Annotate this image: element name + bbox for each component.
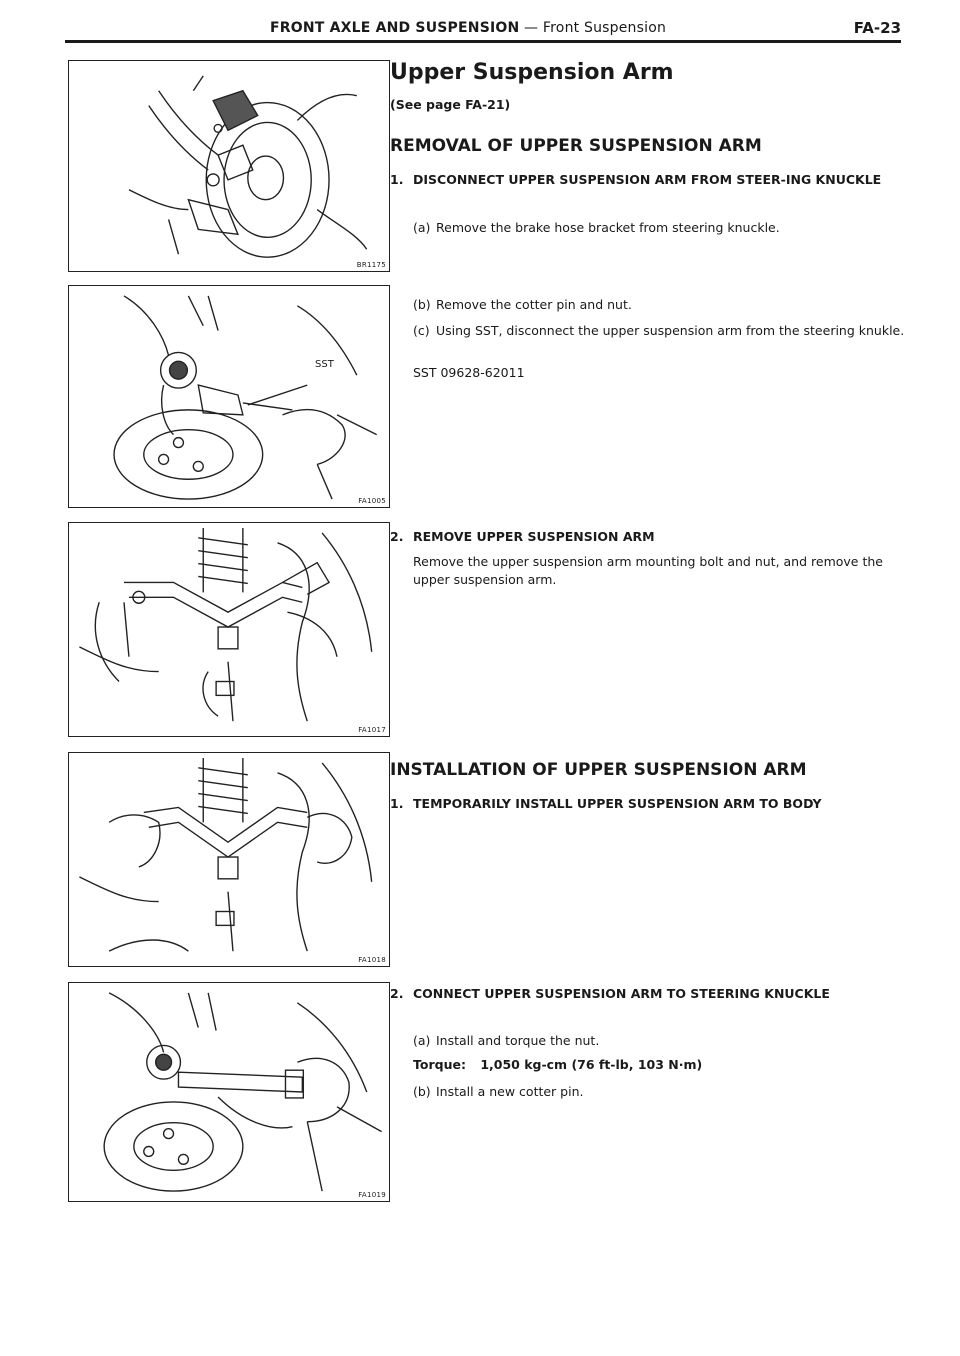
torque-value: 1,050 kg-cm (76 ft-lb, 103 N·m) <box>480 1057 703 1072</box>
torque-spec <box>413 1057 702 1072</box>
step-number: 1. <box>390 796 404 811</box>
figure-code: FA1005 <box>358 497 386 505</box>
step-number: 1. <box>390 172 404 187</box>
see-page-reference: (See page FA-21) <box>390 97 511 112</box>
substep-text: Using SST, disconnect the upper suspension arm from the steering knukle. <box>436 323 905 338</box>
page-number: FA-23 <box>853 19 901 37</box>
illustration-torque-wrench <box>69 983 389 1201</box>
figure-code: BR1175 <box>356 261 386 269</box>
step-title: REMOVE UPPER SUSPENSION ARM <box>413 529 655 544</box>
header-separator: — <box>519 20 543 36</box>
step-title: TEMPORARILY INSTALL UPPER SUSPENSION ARM TO BODY <box>413 796 822 811</box>
figure-code: FA1018 <box>358 956 386 964</box>
substep-text: Remove the brake hose bracket from steering knuckle. <box>436 220 780 235</box>
figure-code: FA1017 <box>358 726 386 734</box>
figure-sst-knuckle <box>68 285 390 508</box>
substep-label: (c) <box>413 323 430 338</box>
removal-heading: REMOVAL OF UPPER SUSPENSION ARM <box>390 136 762 156</box>
removal-step-1a <box>413 219 913 239</box>
step-title: CONNECT UPPER SUSPENSION ARM TO STEERING KNUCKLE <box>413 986 830 1001</box>
removal-step-2 <box>390 528 910 548</box>
figure-brake-hose-bracket <box>68 60 390 272</box>
substep-label: (a) <box>413 1033 431 1048</box>
removal-step-2-text: Remove the upper suspension arm mounting bolt and nut, and remove the upper suspension arm. <box>413 554 883 587</box>
header-subsection: Front Suspension <box>542 20 667 36</box>
illustration-upper-arm-install <box>69 753 389 966</box>
substep-text: Install a new cotter pin. <box>436 1084 584 1099</box>
figure-code: FA1019 <box>358 1191 386 1199</box>
step-number: 2. <box>390 529 404 544</box>
torque-label: Torque: <box>413 1057 466 1072</box>
illustration-sst-tool <box>69 286 389 507</box>
removal-step-1c <box>413 322 913 362</box>
figure-install-arm <box>68 752 390 967</box>
illustration-brake-hose <box>69 61 389 271</box>
figure-remove-arm <box>68 522 390 737</box>
figure-torque-nut <box>68 982 390 1202</box>
substep-label: (b) <box>413 297 431 312</box>
installation-step-2b <box>413 1083 913 1103</box>
substep-label: (b) <box>413 1084 431 1099</box>
sst-number: SST 09628-62011 <box>413 365 525 380</box>
text-column <box>389 0 909 1356</box>
removal-step-1 <box>390 171 910 211</box>
step-title: DISCONNECT UPPER SUSPENSION ARM FROM STEER-ING KNUCKLE <box>413 172 882 187</box>
installation-step-2a <box>413 1032 913 1052</box>
substep-label: (a) <box>413 220 431 235</box>
illustration-upper-arm-removal <box>69 523 389 736</box>
removal-step-1b <box>413 296 913 316</box>
installation-step-2 <box>390 985 910 1025</box>
section-title: Upper Suspension Arm <box>390 60 674 85</box>
substep-text: Install and torque the nut. <box>436 1033 600 1048</box>
installation-heading: INSTALLATION OF UPPER SUSPENSION ARM <box>390 760 807 780</box>
substep-text: Remove the cotter pin and nut. <box>436 297 632 312</box>
sst-callout: SST <box>315 359 334 370</box>
header-section: FRONT AXLE AND SUSPENSION <box>270 20 520 36</box>
installation-step-1 <box>390 795 910 835</box>
step-number: 2. <box>390 986 404 1001</box>
